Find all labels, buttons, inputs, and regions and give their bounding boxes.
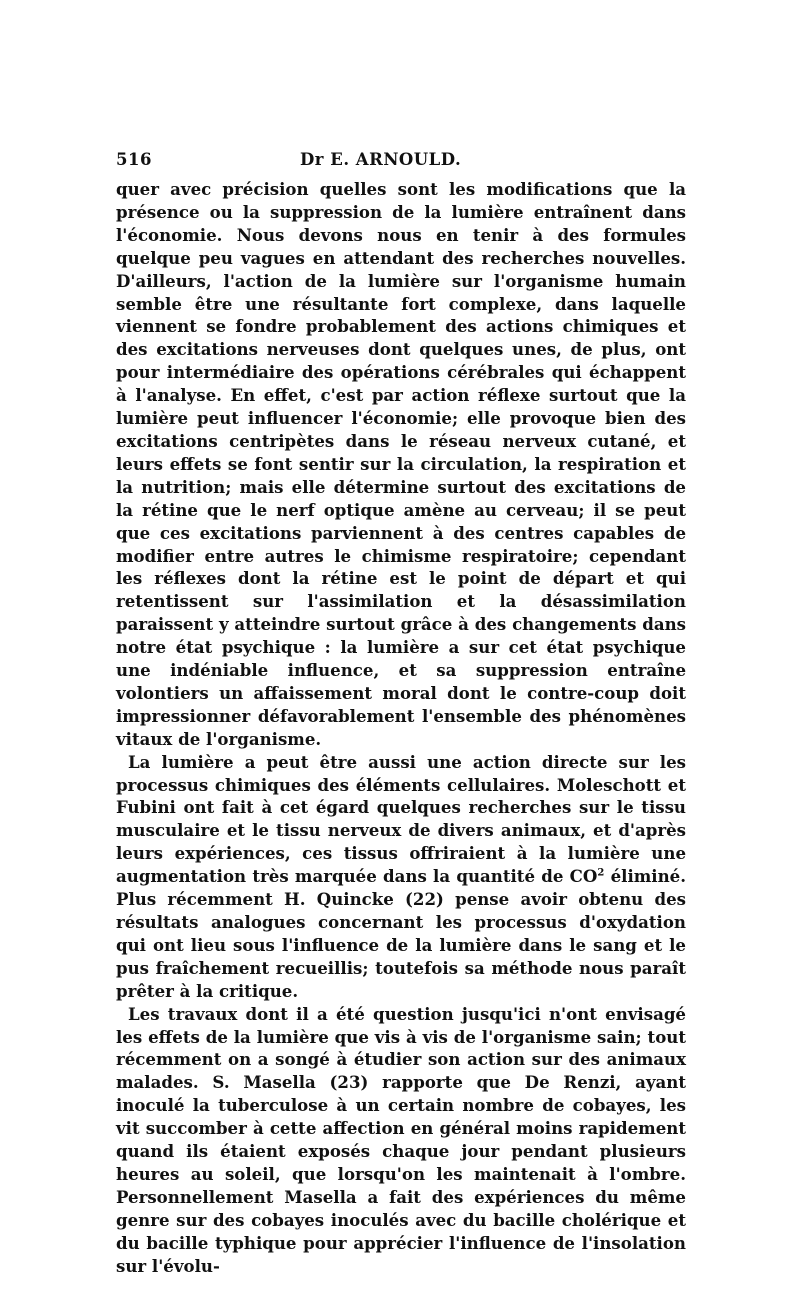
paragraph-text-part: La lumière a peut être aussi une action directe sur les processus chimiques des éléments cellulaires. Moleschott et Fubini ont fait à cet égard quelques recherches sur le tissu musculaire et le tissu nerveux de divers animaux, et d'après leurs expériences, ces tissus offriraient à la lumière une augmentation très marquée dans la quantité de CO xyxy=(116,751,686,887)
paragraph-sick-animals-study: Les travaux dont il a été question jusqu'ici n'ont envisagé les effets de la lumière que vis à vis de l'organisme sain; tout récemment on a songé à étudier son action sur des animaux malades. S. Masella (23) rapporte que De Renzi, ayant inoculé la tuberculose à un certain nombre de cobayes, les vit succomber à cette affection en général moins rapidement quand ils étaient exposés chaque jour pendant plusieurs heures au soleil, que lorsqu'on les maintenait à l'ombre. Personnellement Masella a fait des expériences du même genre sur des cobayes inoculés avec du bacille cholérique et du bacille typhique pour apprécier l'influence de l'insolation sur l'évolu- xyxy=(116,1003,686,1276)
paragraph-light-chemical-action xyxy=(116,751,686,1003)
paragraph-text-part: éliminé. Plus récemment H. Quincke (22) pense avoir obtenu des résultats analogues concernant les processus d'oxydation qui ont lieu sous l'influence de la lumière dans le sang et le pus fraîchement recueillis; toutefois sa méthode nous paraît prêter à la critique. xyxy=(116,866,687,1001)
running-head xyxy=(116,150,686,178)
header-author: Dr E. ARNOULD. xyxy=(300,150,462,169)
paragraph-continuation: quer avec précision quelles sont les modifications que la présence ou la suppression de la lumière entraînent dans l'économie. Nous devons nous en tenir à des formules quelque peu vagues en attendant des recherches nouvelles. D'ailleurs, l'action de la lumière sur l'organisme humain semble être une résultante fort complexe, dans laquelle viennent se fondre probablement des actions chimiques et des excitations nerveuses dont quelques unes, de plus, ont pour intermédiaire des opérations cérébrales qui échappent à l'analyse. En effet, c'est par action réflexe surtout que la lumière peut influencer l'économie; elle provoque bien des excitations centripètes dans le réseau nerveux cutané, et leurs effets se font sentir sur la circulation, la respiration et la nutrition; mais elle détermine surtout des excitations de la rétine que le nerf optique amène au cerveau; il se peut que ces excitations parviennent à des centres capables de modifier entre autres le chimisme respiratoire; cependant les réflexes dont la rétine est le point de départ et qui retentissent sur l'assimilation et la désassimilation paraissent y atteindre surtout grâce à des changements dans notre état psychique : la lumière a sur cet état psychique une indéniable influence, et sa suppression entraîne volontiers un affaissement moral dont le contre-coup doit impressionner défavorablement l'ensemble des phénomènes vitaux de l'organisme. xyxy=(116,179,686,749)
co2-subscript-number: 2 xyxy=(597,867,605,879)
page-number: 516 xyxy=(116,150,152,169)
book-page xyxy=(116,150,686,1278)
